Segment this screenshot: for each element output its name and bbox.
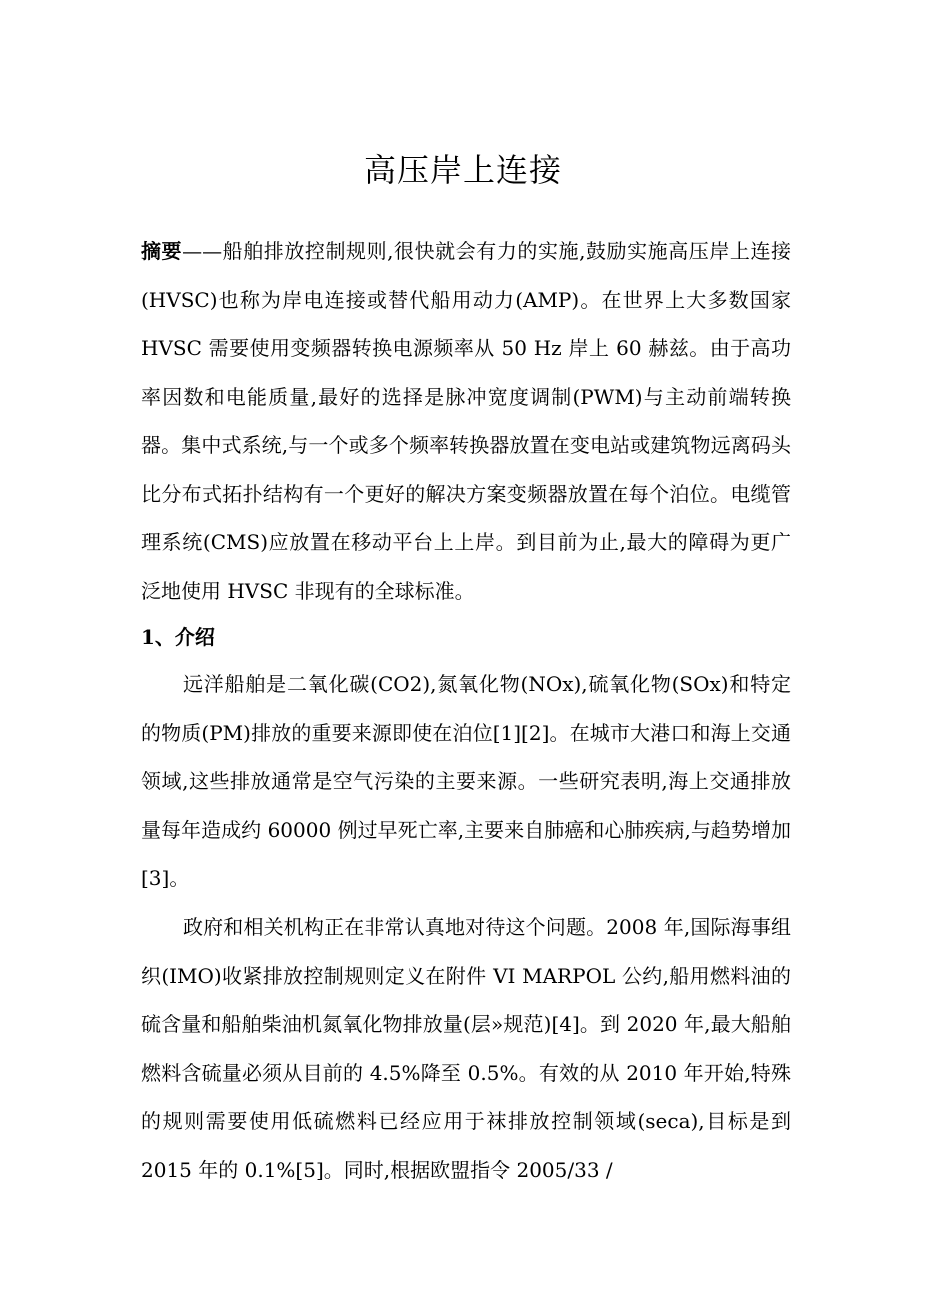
- body-paragraph: 远洋船舶是二氧化碳(CO2),氮氧化物(NOx),硫氧化物(SOx)和特定的物质(PM)排放的重要来源即使在泊位[1][2]。在城市大港口和海上交通领域,这些排放通常是空气污染的主要来源。一些研究表明,海上交通排放量每年造成约 60000 例过早死亡率,主要来自肺癌和心肺疾病,与趋势增加[3]。: [141, 672, 791, 890]
- section-heading-introduction: 1、介绍: [141, 625, 215, 649]
- body-paragraph: 政府和相关机构正在非常认真地对待这个问题。2008 年,国际海事组织(IMO)收紧排放控制规则定义在附件 VI MARPOL 公约,船用燃料油的硫含量和船舶柴油机氮氧化物排放量(层»规范)[4]。到 2020 年,最大船舶燃料含硫量必须从目前的 4.5%降至 0.5%。有效的从 2010 年开始,特殊的规则需要使用低硫燃料已经应用于袜排放控制领域(seca),目标是到 2015 年的 0.1%[5]。同时,根据欧盟指令 2005/33 /: [141, 915, 791, 1182]
- abstract-paragraph: [141, 227, 791, 615]
- abstract-text: ——船舶排放控制规则,很快就会有力的实施,鼓励实施高压岸上连接(HVSC)也称为岸电连接或替代船用动力(AMP)。在世界上大多数国家 HVSC 需要使用变频器转换电源频率从 50 Hz 岸上 60 赫兹。由于高功率因数和电能质量,最好的选择是脉冲宽度调制(PWM)与主动前端转换器。集中式系统,与一个或多个频率转换器放置在变电站或建筑物远离码头比分布式拓扑结构有一个更好的解决方案变频器放置在每个泊位。电缆管理系统(CMS)应放置在移动平台上上岸。到目前为止,最大的障碍为更广泛地使用 HVSC 非现有的全球标准。: [141, 239, 792, 603]
- abstract-label: 摘要: [141, 239, 183, 263]
- document-title: 高压岸上连接: [363, 151, 562, 189]
